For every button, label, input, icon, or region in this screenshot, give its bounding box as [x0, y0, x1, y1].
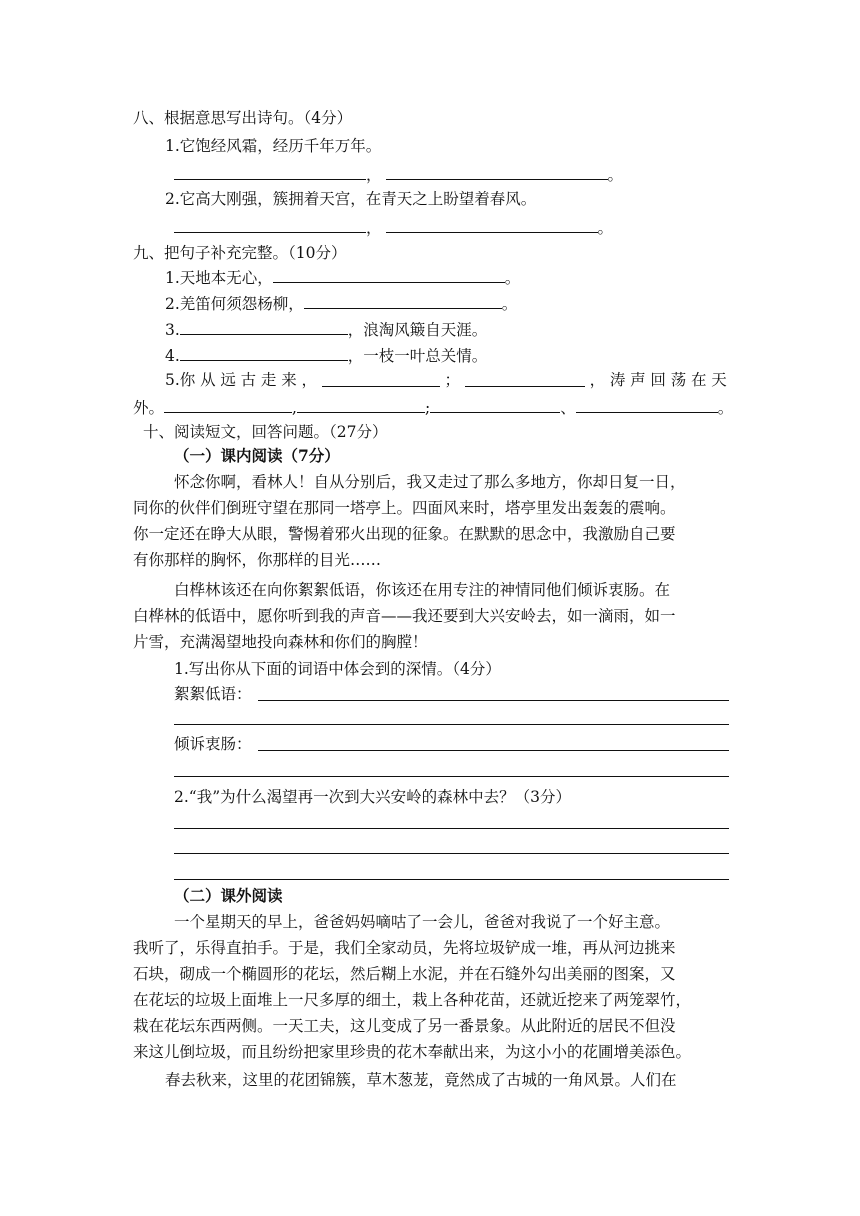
paragraph-2-line: 白桦林的低语中，愿你听到我的声音——我还要到大兴安岭去，如一滴雨，如一: [133, 607, 676, 625]
section-9-sentence-4: 4. ，一枝一叶总关情。: [165, 344, 487, 366]
section-9-sentence-2: 2.羌笛何须怨杨柳， 。: [165, 292, 517, 314]
paragraph-3-line: 石块，砌成一个椭圆形的花坛，然后糊上水泥，并在石缝外勾出美丽的图案，又: [133, 965, 676, 983]
answer-blank[interactable]: [465, 370, 585, 387]
part-1-title: （一）课内阅读（7分）: [174, 446, 340, 465]
answer-blank[interactable]: [180, 318, 348, 335]
section-10-title: 十、阅读短文，回答问题。（27分）: [143, 423, 388, 441]
paragraph-1-line: 你一定还在睁大从眼，警惕着邪火出现的征象。在默默的思念中，我激励自己要: [133, 525, 676, 543]
paragraph-1-line: 怀念你啊，看林人！自从分别后，我又走过了那么多地方，你却日复一日，: [174, 473, 686, 491]
section-8-question-1: 1.它饱经风霜，经历千年万年。: [165, 137, 382, 155]
answer-blank[interactable]: [322, 370, 440, 387]
section-8-title: 八、根据意思写出诗句。（4分）: [133, 109, 353, 127]
section-9-sentence-5-line-2: 外。 , ; 、 。: [133, 396, 733, 418]
answer-blank[interactable]: [174, 163, 366, 180]
section-9-sentence-3: 3. ，浪淘风簸自天涯。: [165, 318, 487, 340]
section-9-sentence-5-line-1: 5.你 从 远 古 走 来 ， ； ， 涛 声 回 荡 在 天: [165, 371, 727, 389]
answer-line[interactable]: [174, 776, 729, 777]
answer-blank[interactable]: [174, 216, 366, 233]
section-8-question-2: 2.它高大刚强，簇拥着天宫，在青天之上盼望着春风。: [165, 190, 537, 208]
answer-blank[interactable]: [386, 163, 608, 180]
answer-line[interactable]: [258, 700, 729, 701]
answer-blank[interactable]: [386, 216, 598, 233]
answer-blank[interactable]: [576, 396, 718, 413]
paragraph-3-line: 来这儿倒垃圾，而且纷纷把家里珍贵的花木奉献出来，为这小小的花圃增美添色。: [133, 1043, 692, 1061]
answer-blank[interactable]: [430, 396, 560, 413]
paragraph-3-line: 在花坛的垃圾上面堆上一尺多厚的细土，栽上各种花苗，还就近挖来了两笼翠竹，: [133, 991, 692, 1009]
answer-blank[interactable]: [297, 396, 425, 413]
answer-blank[interactable]: [180, 344, 348, 361]
section-9-title: 九、把句子补充完整。（10分）: [133, 244, 347, 262]
part-2-title: （二）课外阅读: [174, 886, 283, 905]
section-8-answer-2: ， 。: [174, 216, 613, 238]
question-1-term-b: 倾诉衷肠：: [174, 735, 252, 753]
answer-line[interactable]: [174, 828, 729, 829]
paragraph-1-line: 有你那样的胸怀，你那样的目光……: [133, 551, 382, 569]
answer-line[interactable]: [174, 853, 729, 854]
paragraph-1-line: 同你的伙伴们倒班守望在那同一塔亭上。四面风来时，塔亭里发出轰轰的震响。: [133, 499, 676, 517]
paragraph-3-line: 栽在花坛东西两侧。一天工夫，这儿变成了另一番景象。从此附近的居民不但没: [133, 1017, 676, 1035]
answer-blank[interactable]: [304, 292, 502, 309]
paragraph-3-line: 我听了，乐得直拍手。于是，我们全家动员，先将垃圾铲成一堆，再从河边挑来: [133, 939, 676, 957]
answer-blank[interactable]: [273, 266, 505, 283]
part-1-question-2: 2.“我”为什么渴望再一次到大兴安岭的森林中去？（3分）: [174, 788, 572, 806]
section-9-sentence-1: 1.天地本无心， 。: [165, 266, 520, 288]
part-1-question-1: 1.写出你从下面的词语中体会到的深情。（4分）: [174, 660, 501, 678]
paragraph-2-line: 片雪，充满渴望地投向森林和你们的胸膛！: [133, 633, 428, 651]
paragraph-3-line: 一个星期天的早上，爸爸妈妈嘀咕了一会儿，爸爸对我说了一个好主意。: [174, 913, 671, 931]
answer-line[interactable]: [174, 724, 729, 725]
answer-blank[interactable]: [164, 396, 292, 413]
answer-line[interactable]: [258, 750, 729, 751]
paragraph-2-line: 白桦林该还在向你絮絮低语，你该还在用专注的神情同他们倾诉衷肠。在: [174, 581, 671, 599]
answer-line[interactable]: [174, 879, 729, 880]
paragraph-4-line: 春去秋来，这里的花团锦簇，草木葱茏，竟然成了古城的一角风景。人们在: [165, 1071, 677, 1089]
section-8-answer-1: ， 。: [174, 163, 623, 185]
question-1-term-a: 絮絮低语：: [174, 685, 252, 703]
